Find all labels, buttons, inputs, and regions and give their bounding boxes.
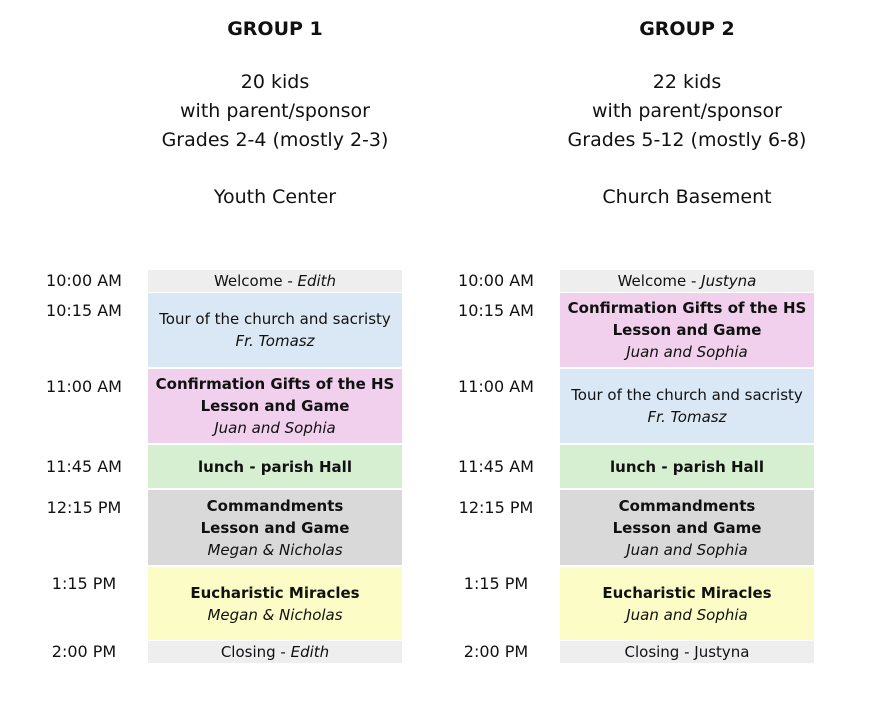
- g2-time-1145: 11:45 AM: [458, 457, 534, 476]
- g1-tour-block: [148, 293, 402, 367]
- g1-welcome-leader: Edith: [297, 272, 337, 290]
- g1-closing-title: Closing -: [220, 643, 291, 661]
- g2-closing-block: [560, 641, 814, 663]
- g2-commandments-leader: Juan and Sophia: [626, 540, 748, 559]
- group1-header: [125, 18, 425, 212]
- g1-eucharistic-leader: Megan & Nicholas: [207, 605, 343, 624]
- group1-location: Youth Center: [213, 186, 337, 208]
- g2-time-0200: 2:00 PM: [463, 642, 529, 661]
- g2-time-1215: 12:15 PM: [458, 498, 534, 517]
- g2-lunch-title: lunch - parish Hall: [610, 457, 764, 476]
- g1-tour-title: Tour of the church and sacristy: [159, 310, 391, 328]
- g1-commandments-title: Commandments: [206, 496, 344, 515]
- g1-welcome-block: [148, 270, 402, 292]
- g1-eucharistic-block: [148, 567, 402, 640]
- group2-title: GROUP 2: [639, 18, 735, 40]
- g2-tour-leader: Fr. Tomasz: [647, 408, 727, 426]
- g1-confirmation-title: Confirmation Gifts of the HS: [155, 375, 395, 393]
- g1-time-0115: 1:15 PM: [51, 574, 117, 593]
- g1-time-1000: 10:00 AM: [46, 271, 122, 290]
- g1-commandments-leader: Megan & Nicholas: [207, 540, 343, 559]
- g2-closing-title: Closing - Justyna: [624, 643, 750, 661]
- g1-time-0200: 2:00 PM: [51, 642, 117, 661]
- g2-eucharistic-title: Eucharistic Miracles: [602, 583, 772, 602]
- g1-commandments-block: [148, 490, 402, 565]
- g2-eucharistic-block: [560, 567, 814, 640]
- group1-grades: Grades 2-4 (mostly 2-3): [161, 129, 389, 151]
- g2-time-0115: 1:15 PM: [463, 574, 529, 593]
- g2-welcome-leader: Justyna: [701, 272, 757, 290]
- g2-time-1100: 11:00 AM: [458, 377, 534, 396]
- g1-time-1215: 12:15 PM: [46, 498, 122, 517]
- group2-location: Church Basement: [602, 186, 772, 208]
- g1-time-1145: 11:45 AM: [46, 457, 122, 476]
- group1-kids: 20 kids: [240, 71, 310, 93]
- group2-kids: 22 kids: [652, 71, 722, 93]
- g2-tour-block: [560, 369, 814, 443]
- g2-commandments-title: Commandments: [618, 496, 756, 515]
- g2-welcome-title: Welcome -: [617, 272, 702, 290]
- g2-lunch-block: [560, 445, 814, 488]
- g1-confirmation-block: [148, 369, 402, 443]
- g1-commandments-subtitle: Lesson and Game: [200, 518, 350, 537]
- g1-time-1015: 10:15 AM: [46, 301, 122, 320]
- g2-commandments-block: [560, 490, 814, 565]
- group2-grades: Grades 5-12 (mostly 6-8): [567, 129, 807, 151]
- g2-confirmation-subtitle: Lesson and Game: [612, 321, 762, 339]
- g1-closing-leader: Edith: [290, 643, 330, 661]
- g2-time-1000: 10:00 AM: [458, 271, 534, 290]
- g1-lunch-block: [148, 445, 402, 488]
- g1-time-1100: 11:00 AM: [46, 377, 122, 396]
- g2-confirmation-block: [560, 293, 814, 367]
- g1-confirmation-leader: Juan and Sophia: [214, 419, 336, 437]
- g1-tour-leader: Fr. Tomasz: [235, 332, 315, 350]
- g2-eucharistic-leader: Juan and Sophia: [626, 605, 748, 624]
- g2-commandments-subtitle: Lesson and Game: [612, 518, 762, 537]
- g2-confirmation-title: Confirmation Gifts of the HS: [567, 299, 807, 317]
- group2-sponsor: with parent/sponsor: [592, 100, 782, 122]
- g2-time-1015: 10:15 AM: [458, 301, 534, 320]
- group1-title: GROUP 1: [227, 18, 323, 40]
- g2-confirmation-leader: Juan and Sophia: [626, 343, 748, 361]
- g1-closing-block: [148, 641, 402, 663]
- group2-header: [537, 18, 837, 212]
- g1-lunch-title: lunch - parish Hall: [198, 457, 352, 476]
- g1-confirmation-subtitle: Lesson and Game: [200, 397, 350, 415]
- g2-tour-title: Tour of the church and sacristy: [571, 386, 803, 404]
- g2-welcome-block: [560, 270, 814, 292]
- g1-eucharistic-title: Eucharistic Miracles: [190, 583, 360, 602]
- group1-sponsor: with parent/sponsor: [180, 100, 370, 122]
- g1-welcome-title: Welcome -: [213, 272, 298, 290]
